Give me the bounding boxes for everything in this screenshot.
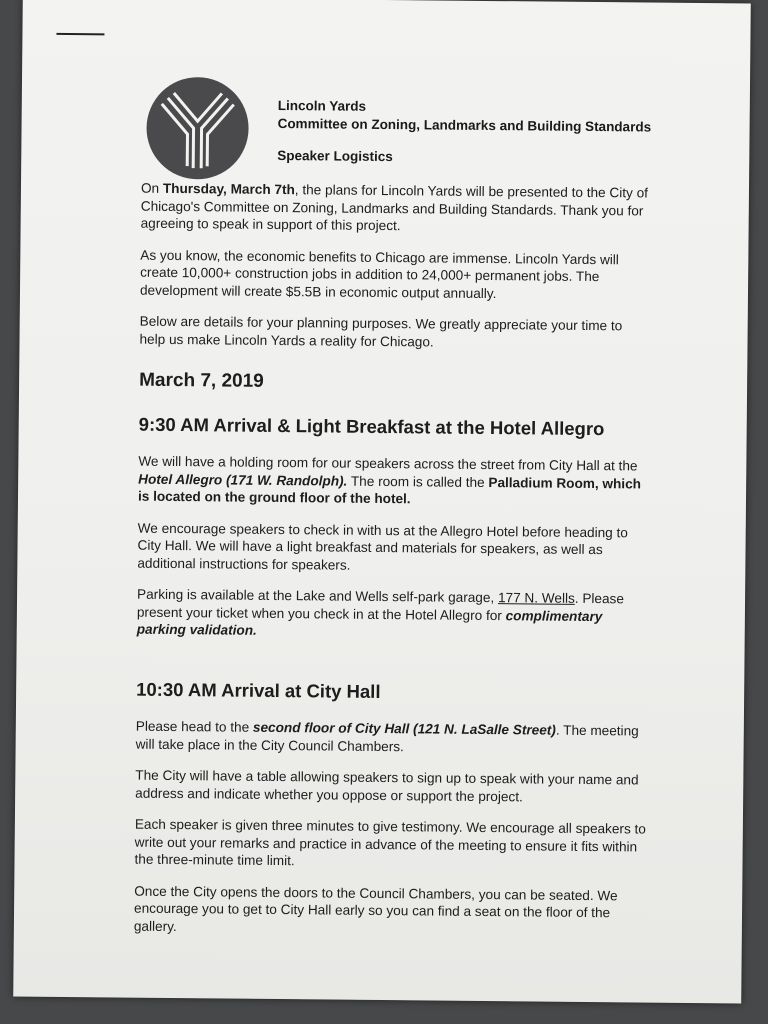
city-hall-paragraph-4: Once the City opens the doors to the Council Chambers, you can be seated. We encourage you to get to City Hall early so you can find a seat on the floor of the gallery. (133, 883, 618, 934)
committee-name: Committee on Zoning, Landmarks and Building Standards (277, 115, 652, 135)
intro-paragraph-3: Below are details for your planning purposes. We greatly appreciate your time to help us make Lincoln Yards a reality for Chicago. (139, 313, 623, 349)
document-subject: Speaker Logistics (277, 147, 393, 165)
y-logo-icon (145, 76, 250, 181)
intro-paragraph-2: As you know, the economic benefits to Chicago are immense. Lincoln Yards will create 10,000+ construction jobs in addition to 24,000+ permanent jobs. The development will create $5.5B in economic output annually. (139, 247, 619, 301)
section-heading-city-hall: 10:30 AM Arrival at City Hall (136, 678, 381, 702)
section-heading-breakfast: 9:30 AM Arrival & Light Breakfast at the Hotel Allegro (138, 413, 605, 439)
city-hall-paragraph-1: Please head to the second floor of City Hall (121 N. LaSalle Street). The meeting will take place in the City Council Chambers. (135, 718, 639, 754)
breakfast-paragraph-2: We encourage speakers to check in with us at the Allegro Hotel before heading to City Hall. We will have a light breakfast and materials for speakers, as well as additional instructions for speakers. (137, 520, 628, 573)
document-body (134, 180, 653, 954)
event-date-heading: March 7, 2019 (139, 369, 264, 392)
document-header (277, 97, 651, 169)
intro-paragraph-1: On Thursday, March 7th, the plans for Lincoln Yards will be presented to the City of Chicago's Committee on Zoning, Landmarks and Building Standards. Thank you for agreeing to speak in support of this project. (140, 180, 649, 234)
city-hall-paragraph-3: Each speaker is given three minutes to give testimony. We encourage all speakers to write out your remarks and practice in advance of the meeting to ensure it fits within the three-minute time limit. (134, 816, 646, 869)
parking-address: 177 N. Wells (497, 590, 575, 606)
parking-paragraph: Parking is available at the Lake and Wells self-park garage, 177 N. Wells. Please present your ticket when you check in at the Hotel Allegro for complimentary parking validation. (136, 586, 625, 638)
city-hall-paragraph-2: The City will have a table allowing speakers to sign up to speak with your name and address and indicate whether you oppose or support the project. (135, 767, 639, 804)
document-page (13, 0, 751, 1003)
breakfast-paragraph-1: We will have a holding room for our speakers across the street from City Hall at the Hotel Allegro (171 W. Randolph). The room is called the Palladium Room, which is located on the ground floor of the hotel. (137, 453, 642, 507)
top-rule-mark (56, 33, 104, 35)
org-name: Lincoln Yards (277, 97, 367, 114)
